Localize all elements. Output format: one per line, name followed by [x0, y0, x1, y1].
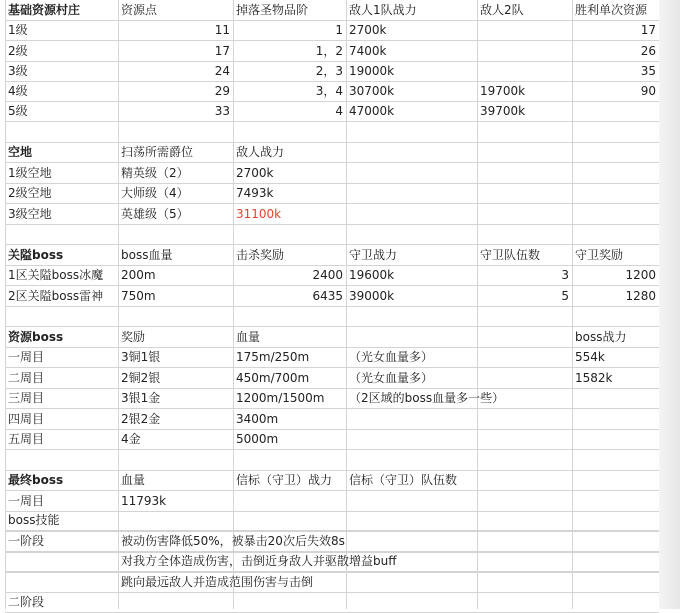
sheet-row — [5, 265, 659, 286]
sheet-cell[interactable]: 7493k — [236, 186, 274, 200]
sheet-cell[interactable]: 1200m/1500m — [236, 391, 325, 405]
sheet-cell[interactable]: 5000m — [236, 432, 279, 446]
sheet-row — [5, 204, 659, 225]
sheet-cell[interactable]: 19000k — [349, 64, 395, 78]
sheet-cell[interactable]: 17 — [214, 44, 230, 58]
sheet-cell[interactable]: 一阶段 — [8, 533, 45, 548]
sheet-cell[interactable]: boss技能 — [8, 513, 60, 527]
sheet-cell[interactable]: 胜利单次资源 — [575, 3, 648, 17]
sheet-cell[interactable]: boss战力 — [575, 330, 627, 344]
sheet-cell[interactable]: 守卫战力 — [349, 248, 398, 262]
sheet-cell[interactable]: 3 — [561, 268, 569, 282]
sheet-cell[interactable]: 扫荡所需爵位 — [121, 145, 194, 159]
sheet-cell[interactable]: 33 — [214, 104, 230, 118]
sheet-cell[interactable]: 四周目 — [8, 412, 45, 426]
sheet-row — [5, 531, 659, 552]
sheet-cell[interactable]: 五周目 — [8, 432, 45, 446]
sheet-cell[interactable]: boss血量 — [121, 248, 173, 262]
sheet-cell[interactable]: 1 — [335, 23, 343, 37]
sheet-cell[interactable]: 英雄级（5） — [121, 207, 189, 221]
sheet-cell[interactable]: 2铜2银 — [121, 371, 161, 385]
sheet-cell[interactable]: 3级空地 — [8, 207, 52, 221]
sheet-row — [5, 122, 659, 143]
sheet-cell[interactable]: 3铜1银 — [121, 350, 161, 364]
sheet-cell[interactable]: 17 — [640, 23, 656, 37]
sheet-cell[interactable]: 29 — [214, 84, 230, 98]
sheet-row — [5, 81, 659, 102]
sheet-cell[interactable]: 1级空地 — [8, 166, 52, 180]
sheet-cell[interactable]: 掉落圣物品阶 — [236, 3, 309, 17]
sheet-row — [5, 306, 659, 327]
sheet-cell[interactable]: 信标（守卫）战力 — [236, 473, 333, 487]
sheet-cell[interactable]: 5级 — [8, 104, 28, 118]
sheet-row — [5, 245, 659, 266]
sheet-cell[interactable]: 3400m — [236, 412, 279, 426]
sheet-cell[interactable]: 200m — [121, 268, 156, 282]
sheet-cell[interactable]: 二周目 — [8, 371, 45, 385]
sheet-cell[interactable]: 175m/250m — [236, 350, 310, 364]
spreadsheet — [5, 0, 659, 609]
sheet-row — [5, 347, 659, 368]
sheet-cell[interactable]: 450m/700m — [236, 371, 310, 385]
sheet-row — [5, 470, 659, 491]
sheet-cell[interactable]: 资源点 — [121, 3, 158, 17]
sheet-cell[interactable]: 2区关隘boss雷神 — [8, 289, 104, 303]
sheet-cell[interactable]: 24 — [214, 64, 230, 78]
sheet-row — [5, 20, 659, 41]
sheet-cell[interactable]: 敌人2队 — [480, 3, 524, 17]
sheet-row — [5, 592, 659, 613]
sheet-cell[interactable]: 守卫奖励 — [575, 248, 624, 262]
sheet-cell[interactable]: 750m — [121, 289, 156, 303]
sheet-cell[interactable]: 二阶段 — [8, 595, 45, 609]
sheet-cell[interactable]: 信标（守卫）队伍数 — [349, 473, 458, 487]
sheet-row — [5, 551, 659, 572]
sheet-row — [5, 142, 659, 163]
sheet-row — [5, 368, 659, 389]
sheet-cell[interactable]: 39000k — [349, 289, 395, 303]
sheet-cell[interactable]: 2700k — [236, 166, 274, 180]
sheet-cell[interactable]: 19700k — [480, 84, 526, 98]
sheet-cell[interactable]: 4 — [335, 104, 343, 118]
sheet-cell[interactable]: 击杀奖励 — [236, 248, 285, 262]
sheet-cell[interactable]: （光女血量多） — [349, 350, 434, 364]
sheet-cell[interactable]: 2400 — [312, 268, 343, 282]
sheet-cell[interactable]: 35 — [640, 64, 656, 78]
sheet-cell[interactable]: 三周目 — [8, 391, 45, 405]
sheet-cell[interactable]: 空地 — [8, 145, 33, 159]
sheet-cell[interactable]: 1200 — [625, 268, 656, 282]
sheet-cell[interactable]: （2区域的boss血量多一些） — [349, 391, 505, 405]
sheet-cell[interactable]: 1582k — [575, 371, 613, 385]
sheet-cell[interactable]: 跳向最远敌人并造成范围伤害与击倒 — [121, 574, 314, 589]
sheet-edge — [659, 0, 680, 609]
sheet-cell[interactable]: 11793k — [121, 494, 167, 508]
sheet-row — [5, 491, 659, 512]
sheet-cell[interactable]: 554k — [575, 350, 605, 364]
sheet-cell[interactable]: 4级 — [8, 84, 28, 98]
sheet-cell[interactable]: 一周目 — [8, 494, 45, 508]
sheet-row — [5, 41, 659, 62]
sheet-row — [5, 450, 659, 471]
sheet-cell[interactable]: 3银1金 — [121, 391, 161, 405]
sheet-cell[interactable]: 1，2 — [315, 44, 343, 58]
sheet-row — [5, 429, 659, 450]
sheet-cell[interactable]: 1280 — [625, 289, 656, 303]
sheet-cell[interactable]: 最终boss — [8, 473, 64, 487]
sheet-row — [5, 183, 659, 204]
sheet-cell[interactable]: 2，3 — [315, 64, 343, 78]
sheet-row — [5, 224, 659, 245]
sheet-cell[interactable]: 31100k — [236, 207, 282, 221]
sheet-cell[interactable]: 血量 — [236, 330, 261, 344]
sheet-cell[interactable]: 1区关隘boss冰魔 — [8, 268, 104, 282]
sheet-row — [5, 0, 659, 21]
sheet-row — [5, 572, 659, 593]
sheet-cell[interactable]: 6435 — [312, 289, 343, 303]
sheet-cell[interactable]: 3，4 — [315, 84, 343, 98]
sheet-cell[interactable]: 26 — [640, 44, 656, 58]
sheet-cell[interactable]: 2级空地 — [8, 186, 52, 200]
sheet-row — [5, 327, 659, 348]
sheet-row — [5, 61, 659, 82]
sheet-cell[interactable]: 关隘boss — [8, 248, 64, 262]
sheet-cell[interactable]: 基础资源村庄 — [8, 3, 81, 17]
sheet-row — [5, 163, 659, 184]
sheet-cell[interactable]: 19600k — [349, 268, 395, 282]
sheet-cell[interactable]: 2级 — [8, 44, 28, 58]
sheet-cell[interactable]: 精英级（2） — [121, 166, 189, 180]
sheet-cell[interactable]: 被动伤害降低50%，被暴击20次后失效8s — [121, 533, 345, 548]
sheet-cell[interactable]: 4金 — [121, 432, 141, 446]
sheet-cell[interactable]: 30700k — [349, 84, 395, 98]
sheet-cell[interactable]: 90 — [640, 84, 656, 98]
sheet-cell[interactable]: 对我方全体造成伤害，击倒近身敌人并驱散增益buff — [121, 554, 397, 568]
sheet-cell[interactable]: 守卫队伍数 — [480, 248, 541, 262]
sheet-cell[interactable]: （光女血量多） — [349, 371, 434, 385]
sheet-cell[interactable]: 11 — [214, 23, 230, 37]
sheet-cell[interactable]: 敌人战力 — [236, 145, 285, 159]
sheet-row — [5, 101, 659, 122]
sheet-cell[interactable]: 7400k — [349, 44, 387, 58]
sheet-cell[interactable]: 3级 — [8, 64, 28, 78]
sheet-cell[interactable]: 2银2金 — [121, 412, 161, 426]
sheet-cell[interactable]: 奖励 — [121, 330, 146, 344]
sheet-cell[interactable]: 资源boss — [8, 330, 64, 344]
sheet-cell[interactable]: 2700k — [349, 23, 387, 37]
sheet-cell[interactable]: 39700k — [480, 104, 526, 118]
sheet-cell[interactable]: 血量 — [121, 473, 146, 487]
sheet-cell[interactable]: 一周目 — [8, 350, 45, 364]
sheet-cell[interactable]: 5 — [561, 289, 569, 303]
sheet-cell[interactable]: 47000k — [349, 104, 395, 118]
sheet-row — [5, 388, 659, 409]
sheet-cell[interactable]: 敌人1队战力 — [349, 3, 417, 17]
sheet-row — [5, 510, 659, 531]
sheet-row — [5, 409, 659, 430]
sheet-row — [5, 286, 659, 307]
sheet-cell[interactable]: 1级 — [8, 23, 28, 37]
sheet-cell[interactable]: 大师级（4） — [121, 186, 189, 200]
